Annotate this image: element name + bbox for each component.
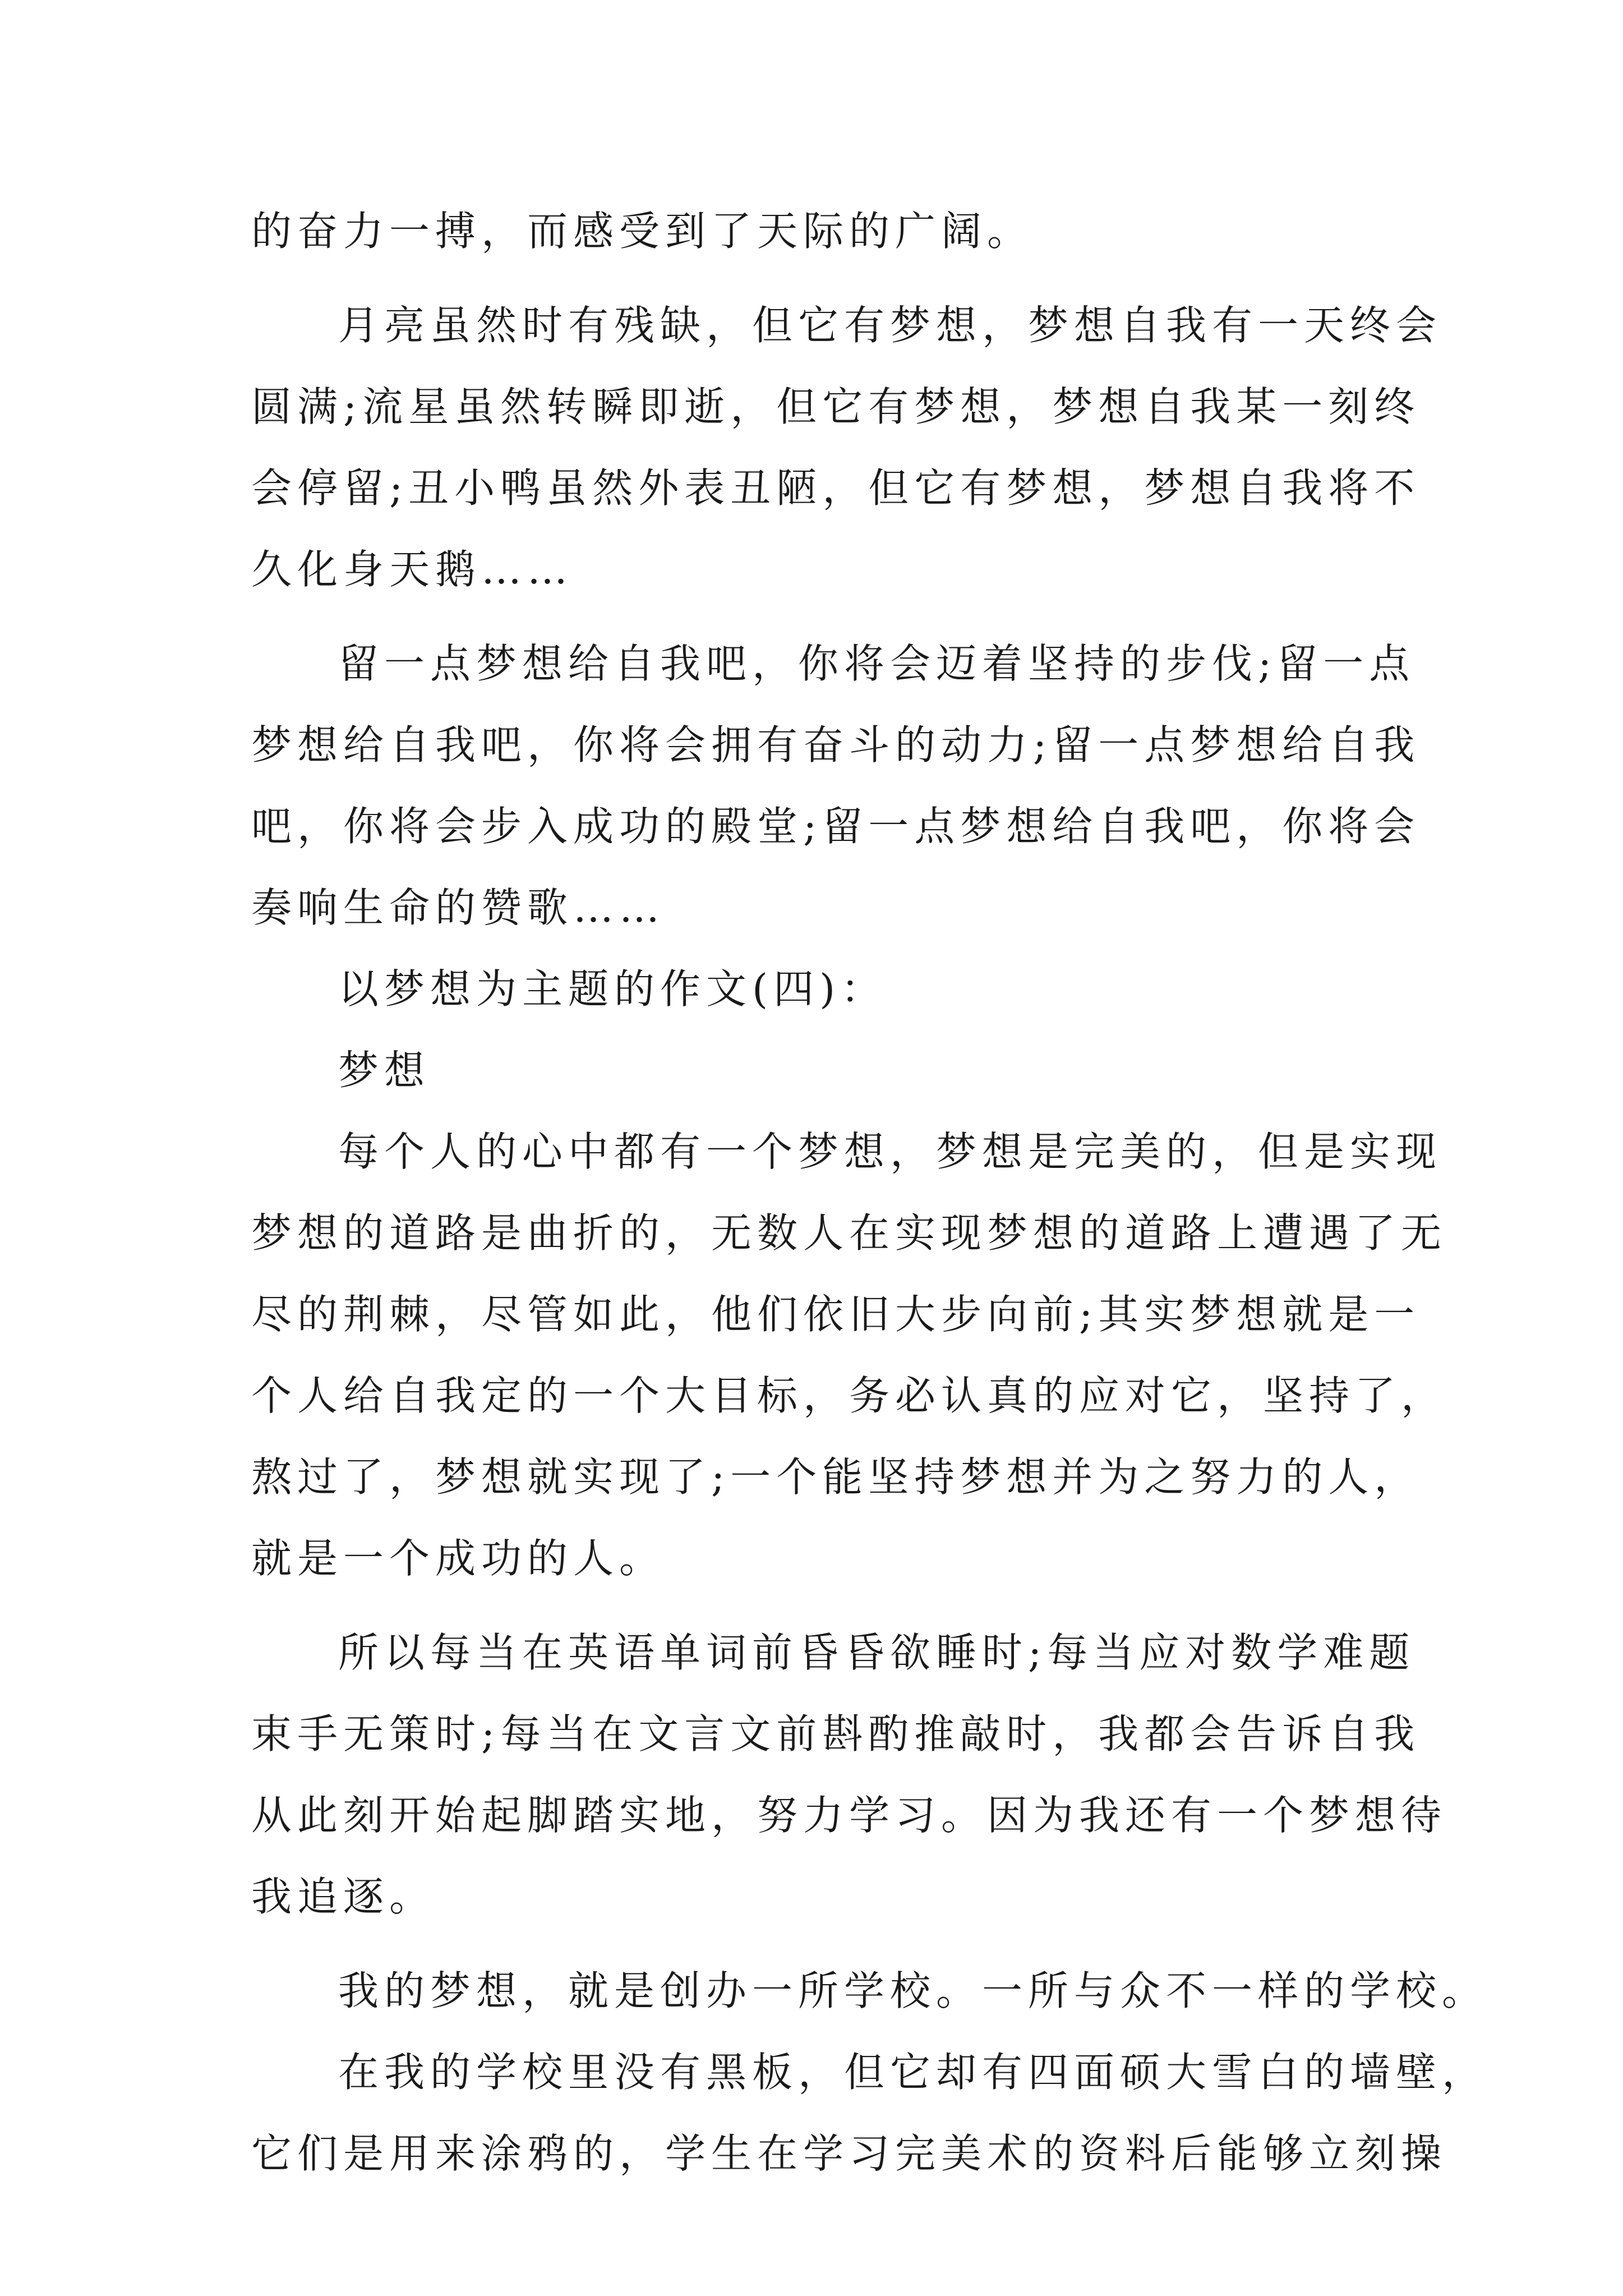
text-line: 梦想给自我吧，你将会拥有奋斗的动力;留一点梦想给自我 xyxy=(251,721,1421,769)
text-line: 束手无策时;每当在文言文前斟酌推敲时，我都会告诉自我 xyxy=(251,1710,1421,1757)
paragraph-gap xyxy=(251,272,1401,285)
text-line: 久化身天鹅…… xyxy=(251,546,574,593)
text-line: 尽的荆棘，尽管如此，他们依旧大步向前;其实梦想就是一 xyxy=(251,1291,1421,1338)
text-line: 会停留;丑小鸭虽然外表丑陋，但它有梦想，梦想自我将不 xyxy=(251,464,1421,512)
text-line: 留一点梦想给自我吧，你将会迈着坚持的步伐;留一点 xyxy=(338,640,1415,687)
text-line: 每个人的心中都有一个梦想，梦想是完美的，但是实现 xyxy=(338,1128,1442,1175)
text-line: 熬过了，梦想就实现了;一个能坚持梦想并为之努力的人， xyxy=(251,1453,1421,1501)
text-line: 圆满;流星虽然转瞬即逝，但它有梦想，梦想自我某一刻终 xyxy=(251,383,1421,430)
text-line: 从此刻开始起脚踏实地，努力学习。因为我还有一个梦想待 xyxy=(251,1792,1447,1839)
text-line: 就是一个成功的人。 xyxy=(251,1535,666,1582)
text-line: 吧，你将会步入成功的殿堂;留一点梦想给自我吧，你将会 xyxy=(251,803,1421,850)
text-line: 以梦想为主题的作文(四)： xyxy=(338,965,887,1013)
paragraph-gap xyxy=(251,610,1401,623)
paragraph-gap xyxy=(251,1599,1401,1612)
text-line: 在我的学校里没有黑板，但它却有四面硕大雪白的墙壁， xyxy=(338,2049,1488,2096)
text-line: 的奋力一搏，而感受到了天际的广阔。 xyxy=(251,208,1034,255)
text-line: 所以每当在英语单词前昏昏欲睡时;每当应对数学难题 xyxy=(338,1629,1415,1676)
text-line: 我的梦想，就是创办一所学校。一所与众不一样的学校。 xyxy=(338,1967,1488,2014)
text-line: 梦想的道路是曲折的，无数人在实现梦想的道路上遭遇了无 xyxy=(251,1209,1447,1257)
text-line: 梦想 xyxy=(338,1047,431,1094)
text-line: 它们是用来涂鸦的，学生在学习完美术的资料后能够立刻操 xyxy=(251,2130,1447,2177)
text-line: 我追逐。 xyxy=(251,1873,436,1920)
text-line: 奏响生命的赞歌…… xyxy=(251,884,666,931)
text-line: 月亮虽然时有残缺，但它有梦想，梦想自我有一天终会 xyxy=(338,302,1442,349)
document-body xyxy=(251,191,1488,2194)
text-line: 个人给自我定的一个大目标，务必认真的应对它，坚持了， xyxy=(251,1372,1447,1419)
paragraph-gap xyxy=(251,1938,1401,1950)
